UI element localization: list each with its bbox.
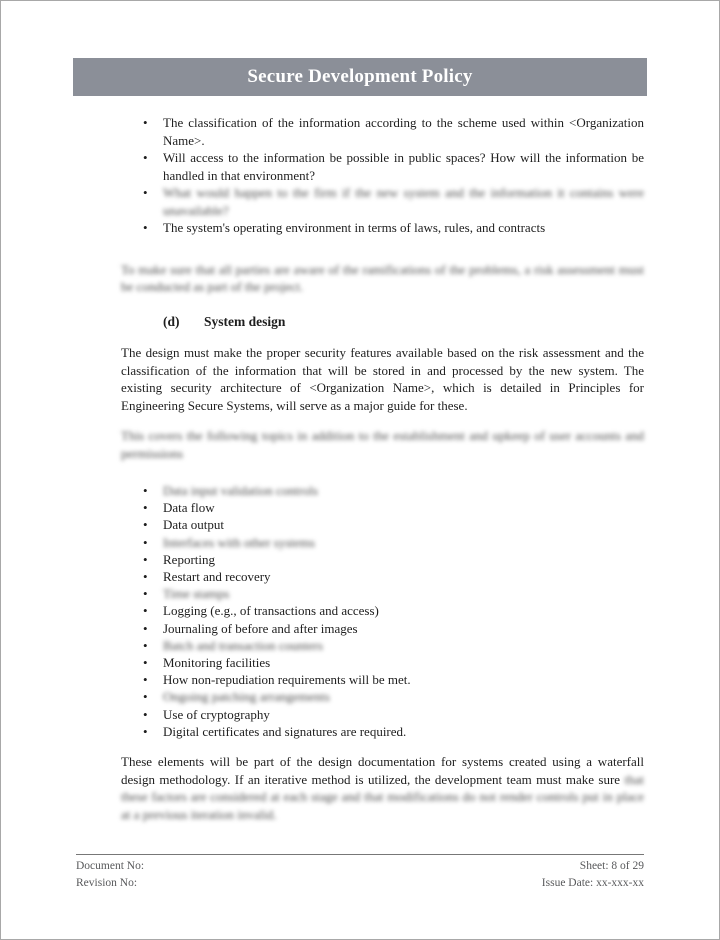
topics-intro-note: This covers the following topics in addition to the establishment and upkeep of user accounts and permissions bbox=[121, 428, 644, 461]
bullet-marker-icon bbox=[143, 706, 163, 723]
topic-text: Digital certificates and signatures are required. bbox=[163, 723, 407, 739]
topic-text: Data output bbox=[163, 517, 225, 533]
bullet-marker-icon bbox=[143, 499, 163, 516]
topic-item bbox=[121, 499, 644, 516]
bullet-marker-icon bbox=[143, 516, 163, 533]
topic-text: How non-repudiation requirements will be met. bbox=[163, 672, 411, 688]
topic-item bbox=[121, 620, 644, 637]
bullet-marker-icon bbox=[143, 723, 163, 740]
topic-text: Monitoring facilities bbox=[163, 655, 271, 671]
bullet-marker-icon bbox=[143, 671, 163, 688]
closing-paragraph-blurred: that these factors are considered at each stage and that modifications do not render controls put in place at a previous iteration invalid. bbox=[121, 771, 644, 822]
intro-bullet-list bbox=[121, 114, 644, 237]
topic-text: Interfaces with other systems bbox=[163, 534, 315, 550]
topic-text: Logging (e.g., of transactions and access) bbox=[163, 603, 379, 619]
topic-item bbox=[121, 482, 644, 499]
topic-item bbox=[121, 585, 644, 602]
bullet-item bbox=[121, 219, 644, 237]
topic-item bbox=[121, 551, 644, 568]
topic-item bbox=[121, 534, 644, 551]
footer-left-column bbox=[76, 858, 144, 891]
topic-item bbox=[121, 516, 644, 533]
closing-paragraph-visible: These elements will be part of the design documentation for systems created using a waterfall design methodology. If an iterative method is utilized, the development team must make sure bbox=[121, 754, 644, 787]
bullet-marker-icon bbox=[143, 482, 163, 499]
document-title: Secure Development Policy bbox=[247, 66, 473, 87]
topic-text: Time stamps bbox=[163, 586, 230, 602]
issue-date: Issue Date: xx-xxx-xx bbox=[541, 876, 644, 889]
topic-item bbox=[121, 723, 644, 740]
section-marker: (d) bbox=[163, 313, 180, 329]
topic-item bbox=[121, 654, 644, 671]
topic-text: Use of cryptography bbox=[163, 706, 270, 722]
bullet-text: The classification of the information according to the scheme used within <Organization Name>. bbox=[163, 115, 644, 148]
topic-item bbox=[121, 688, 644, 705]
document-body bbox=[121, 114, 644, 823]
bullet-marker-icon bbox=[143, 602, 163, 619]
topic-text: Journaling of before and after images bbox=[163, 620, 358, 636]
topic-text: Data flow bbox=[163, 500, 215, 516]
bullet-marker-icon bbox=[143, 688, 163, 705]
section-heading bbox=[163, 313, 644, 331]
bullet-marker-icon bbox=[143, 551, 163, 568]
bullet-marker-icon bbox=[143, 637, 163, 654]
topic-text: Ongoing patching arrangements bbox=[163, 689, 330, 705]
bullet-marker-icon bbox=[143, 654, 163, 671]
topic-text: Restart and recovery bbox=[163, 569, 271, 585]
design-topics-list bbox=[121, 482, 644, 740]
bullet-marker-icon bbox=[143, 149, 163, 184]
sheet-number: Sheet: 8 of 29 bbox=[579, 860, 644, 872]
topic-text: Batch and transaction counters bbox=[163, 637, 323, 653]
section-title: System design bbox=[204, 313, 286, 329]
topic-item bbox=[121, 602, 644, 619]
bullet-marker-icon bbox=[143, 184, 163, 219]
bullet-text: Will access to the information be possible in public spaces? How will the information be handled in that environment? bbox=[163, 150, 644, 183]
topic-item bbox=[121, 637, 644, 654]
footer-right-column bbox=[542, 858, 644, 891]
document-title-banner bbox=[73, 58, 647, 96]
bullet-marker-icon bbox=[143, 219, 163, 237]
topic-text: Data input validation controls bbox=[163, 483, 318, 498]
page-footer bbox=[76, 854, 644, 891]
bullet-text: What would happen to the firm if the new system and the information it contains were unavailable? bbox=[163, 185, 644, 218]
bullet-marker-icon bbox=[143, 534, 163, 551]
risk-assessment-note: To make sure that all parties are aware of the ramifications of the problems, a risk assessment must be conducted as part of the project. bbox=[121, 261, 644, 294]
bullet-item bbox=[121, 114, 644, 149]
design-paragraph: The design must make the proper security features available based on the risk assessment and the classification of the information that will be stored in and processed by the new system. The existing security architecture of <Organization Name>, which is detailed in Principles for Engineering Secure Systems, will serve as a major guide for these. bbox=[121, 345, 644, 413]
revision-no-label: Revision No: bbox=[76, 876, 138, 889]
bullet-text: The system's operating environment in terms of laws, rules, and contracts bbox=[163, 220, 546, 235]
topic-text: Reporting bbox=[163, 551, 215, 567]
bullet-item bbox=[121, 184, 644, 219]
bullet-marker-icon bbox=[143, 114, 163, 149]
topic-item bbox=[121, 706, 644, 723]
bullet-marker-icon bbox=[143, 620, 163, 637]
bullet-item bbox=[121, 149, 644, 184]
bullet-marker-icon bbox=[143, 568, 163, 585]
topic-item bbox=[121, 671, 644, 688]
closing-paragraph bbox=[121, 753, 644, 823]
topic-item bbox=[121, 568, 644, 585]
document-no-label: Document No: bbox=[76, 860, 145, 872]
bullet-marker-icon bbox=[143, 585, 163, 602]
